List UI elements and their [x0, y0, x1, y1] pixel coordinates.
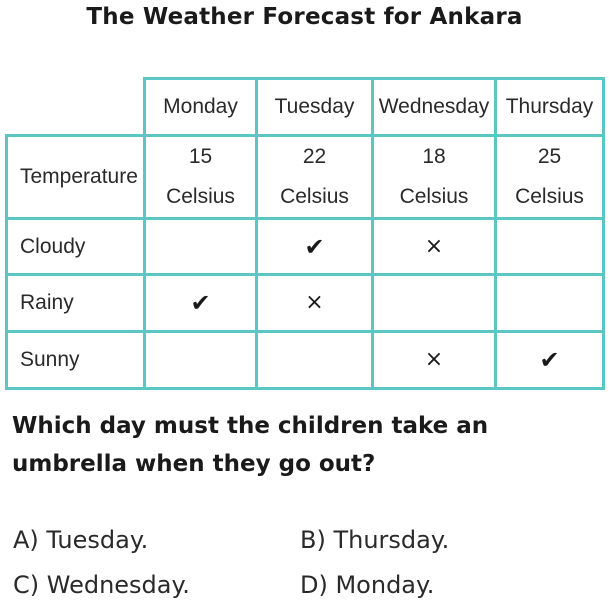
table-border-right — [602, 77, 605, 390]
temperature-unit: Celsius — [515, 185, 584, 208]
sunny-thursday-check-icon: ✔ — [539, 346, 560, 374]
sunny-tuesday-mark — [258, 333, 371, 387]
header-monday: Monday — [163, 95, 238, 118]
header-tuesday: Tuesday — [274, 95, 355, 118]
rainy-thursday-mark — [497, 276, 602, 330]
rainy-tuesday-cross-icon: × — [305, 290, 324, 315]
row-label-rainy: Rainy — [20, 291, 74, 314]
temperature-thursday — [497, 137, 602, 217]
option-b[interactable]: B) Thursday. — [300, 526, 450, 554]
question-text: Which day must the children take an umbrella when they go out? — [12, 413, 489, 477]
option-d[interactable]: D) Monday. — [300, 571, 435, 599]
rainy-wednesday-mark — [374, 276, 494, 330]
temperature-unit: Celsius — [166, 185, 235, 208]
row-label-sunny: Sunny — [20, 348, 80, 371]
temperature-value: 15 — [188, 145, 213, 168]
cloudy-wednesday-cross-icon: × — [424, 233, 444, 259]
row-label-cloudy: Cloudy — [20, 234, 86, 258]
temperature-wednesday — [374, 137, 494, 217]
temperature-value: 18 — [422, 145, 446, 168]
option-c[interactable]: C) Wednesday. — [13, 571, 190, 599]
cloudy-monday-mark — [146, 220, 255, 273]
header-thursday: Thursday — [505, 95, 594, 118]
cloudy-thursday-mark — [497, 220, 602, 273]
temperature-monday — [146, 137, 255, 217]
header-wednesday: Wednesday — [378, 95, 490, 118]
rainy-monday-check-icon: ✔ — [190, 289, 211, 317]
temperature-value: 22 — [302, 145, 327, 168]
page-title: The Weather Forecast for Ankara — [86, 4, 523, 30]
temperature-unit: Celsius — [399, 185, 469, 208]
temperature-unit: Celsius — [280, 185, 349, 208]
sunny-wednesday-cross-icon: × — [424, 347, 444, 372]
row-label-temperature: Temperature — [20, 165, 138, 188]
sunny-monday-mark — [146, 333, 255, 387]
temperature-tuesday — [258, 137, 371, 217]
option-a[interactable]: A) Tuesday. — [13, 526, 149, 554]
cloudy-tuesday-check-icon: ✔ — [304, 232, 325, 261]
temperature-value: 25 — [537, 145, 562, 168]
table-border-bottom — [5, 387, 605, 390]
